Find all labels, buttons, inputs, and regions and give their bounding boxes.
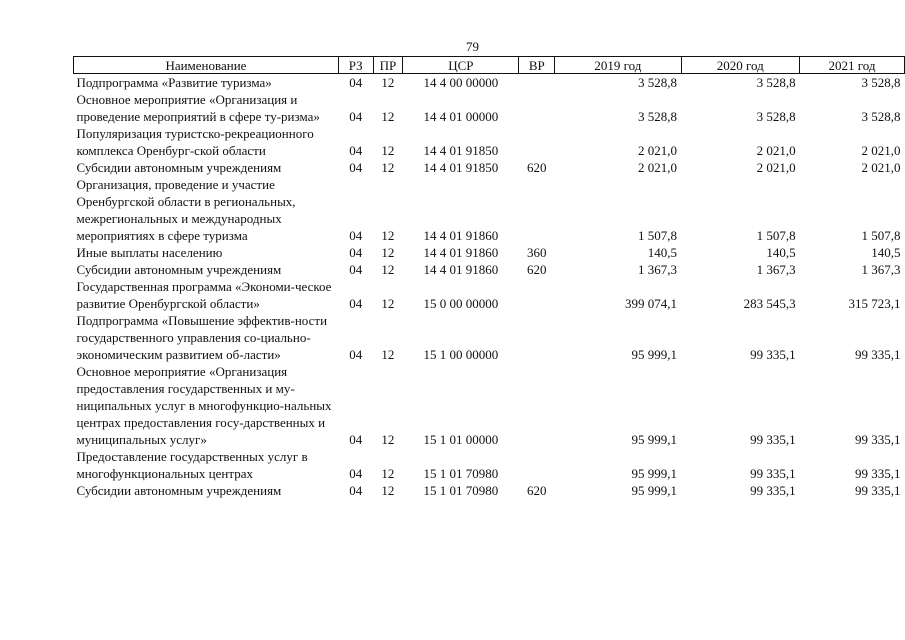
row-value-2020: 283 545,3	[743, 296, 796, 311]
row-csr: 14 4 01 91850	[423, 143, 499, 158]
row-rz: 04	[349, 347, 363, 362]
row-vr: 620	[527, 483, 547, 498]
row-value-2020: 1 367,3	[756, 262, 796, 277]
row-value-2019: 2 021,0	[638, 160, 677, 175]
row-csr: 15 1 01 00000	[423, 432, 499, 447]
row-pr: 12	[381, 75, 395, 90]
row-name: Субсидии автономным учреждениям	[76, 262, 282, 277]
row-name: Предоставление государственных услуг в многофункциональных центрах	[76, 449, 308, 481]
row-pr: 12	[381, 109, 395, 124]
row-name: Основное мероприятие «Организация предоставления государственных и му-ниципальных услуг в многофункцио-нальных центрах предоставления госу-дарственных и муниципальных услуг»	[76, 364, 332, 447]
header-2020: 2020 год	[681, 57, 800, 74]
row-vr	[519, 363, 555, 448]
row-value-2020: 3 528,8	[756, 109, 796, 124]
row-csr: 14 4 01 91860	[423, 228, 499, 243]
row-value-2021: 1 507,8	[861, 228, 901, 243]
row-value-2020: 99 335,1	[750, 432, 796, 447]
row-rz: 04	[349, 160, 363, 175]
row-value-2019: 399 074,1	[625, 296, 677, 311]
row-vr	[519, 176, 555, 244]
header-2021: 2021 год	[800, 57, 905, 74]
row-value-2021: 315 723,1	[848, 296, 901, 311]
row-vr	[519, 91, 555, 125]
row-value-2020: 99 335,1	[750, 347, 796, 362]
table-row	[74, 482, 905, 499]
header-rz: РЗ	[338, 57, 373, 74]
row-vr: 620	[527, 262, 547, 277]
row-rz: 04	[349, 228, 363, 243]
row-value-2021: 2 021,0	[861, 143, 901, 158]
row-pr: 12	[381, 466, 395, 481]
row-value-2020: 1 507,8	[756, 228, 796, 243]
row-value-2019: 95 999,1	[631, 432, 677, 447]
row-csr: 14 4 01 91860	[423, 245, 499, 260]
row-value-2021: 99 335,1	[855, 483, 901, 498]
row-csr: 15 0 00 00000	[423, 296, 499, 311]
table-row	[74, 312, 905, 363]
row-name: Основное мероприятие «Организация и проведение мероприятий в сфере ту-ризма»	[76, 92, 320, 124]
row-value-2021: 2 021,0	[861, 160, 901, 175]
row-name: Иные выплаты населению	[76, 245, 223, 260]
row-rz: 04	[349, 432, 363, 447]
row-value-2021: 99 335,1	[855, 347, 901, 362]
row-vr	[519, 448, 555, 482]
row-value-2019: 1 367,3	[638, 262, 677, 277]
row-value-2021: 99 335,1	[855, 466, 901, 481]
row-csr: 14 4 00 00000	[423, 75, 499, 90]
table-row	[74, 363, 905, 448]
table-row	[74, 125, 905, 159]
table-body	[74, 74, 905, 500]
row-rz: 04	[349, 466, 363, 481]
row-rz: 04	[349, 296, 363, 311]
header-pr: ПР	[373, 57, 403, 74]
row-value-2021: 140,5	[871, 245, 901, 260]
row-csr: 14 4 01 91860	[423, 262, 499, 277]
row-csr: 14 4 01 91850	[423, 160, 499, 175]
table-row	[74, 91, 905, 125]
row-pr: 12	[381, 245, 395, 260]
row-value-2019: 3 528,8	[638, 109, 677, 124]
row-name: Государственная программа «Экономи-ческое развитие Оренбургской области»	[76, 279, 332, 311]
row-pr: 12	[381, 296, 395, 311]
row-vr: 360	[527, 245, 547, 260]
row-name: Подпрограмма «Повышение эффектив-ности государственного управления со-циально-экономическим развитием об-ласти»	[76, 313, 328, 362]
row-rz: 04	[349, 75, 363, 90]
row-rz: 04	[349, 109, 363, 124]
row-value-2021: 3 528,8	[861, 109, 901, 124]
row-csr: 15 1 01 70980	[423, 466, 499, 481]
row-name: Субсидии автономным учреждениям	[76, 160, 282, 175]
row-value-2019: 2 021,0	[638, 143, 677, 158]
row-pr: 12	[381, 262, 395, 277]
row-rz: 04	[349, 483, 363, 498]
row-rz: 04	[349, 262, 363, 277]
row-name: Организация, проведение и участие Оренбургской области в региональных, межрегиональных и международных мероприятиях в сфере туризма	[76, 177, 296, 243]
row-csr: 15 1 01 70980	[423, 483, 499, 498]
row-csr: 15 1 00 00000	[423, 347, 499, 362]
row-value-2019: 140,5	[647, 245, 677, 260]
row-value-2019: 95 999,1	[631, 483, 677, 498]
row-value-2019: 95 999,1	[631, 466, 677, 481]
row-value-2020: 99 335,1	[750, 483, 796, 498]
row-value-2020: 140,5	[766, 245, 796, 260]
table-row	[74, 261, 905, 278]
header-csr: ЦСР	[403, 57, 519, 74]
page-number: 79	[466, 39, 479, 54]
row-vr	[519, 312, 555, 363]
row-vr: 620	[527, 160, 547, 175]
row-value-2020: 99 335,1	[750, 466, 796, 481]
row-value-2019: 3 528,8	[638, 75, 677, 90]
row-rz: 04	[349, 143, 363, 158]
row-name: Субсидии автономным учреждениям	[76, 483, 282, 498]
header-2019: 2019 год	[555, 57, 681, 74]
row-csr: 14 4 01 00000	[423, 109, 499, 124]
table-row	[74, 74, 905, 92]
table-header-row	[74, 57, 905, 74]
header-vr: ВР	[519, 57, 555, 74]
row-vr	[519, 125, 555, 159]
row-value-2020: 2 021,0	[756, 160, 796, 175]
row-name: Популяризация туристско-рекреационного комплекса Оренбург-ской области	[76, 126, 314, 158]
row-pr: 12	[381, 347, 395, 362]
budget-table	[73, 56, 905, 499]
table-row	[74, 159, 905, 176]
row-value-2021: 99 335,1	[855, 432, 901, 447]
row-pr: 12	[381, 143, 395, 158]
header-name: Наименование	[74, 57, 339, 74]
row-pr: 12	[381, 228, 395, 243]
row-pr: 12	[381, 432, 395, 447]
row-vr	[519, 74, 555, 92]
row-value-2021: 1 367,3	[861, 262, 901, 277]
row-pr: 12	[381, 483, 395, 498]
row-value-2021: 3 528,8	[861, 75, 901, 90]
table-row	[74, 176, 905, 244]
row-value-2019: 1 507,8	[638, 228, 677, 243]
row-value-2020: 3 528,8	[756, 75, 796, 90]
row-pr: 12	[381, 160, 395, 175]
table-row	[74, 244, 905, 261]
table-row	[74, 448, 905, 482]
row-rz: 04	[349, 245, 363, 260]
row-value-2019: 95 999,1	[631, 347, 677, 362]
table-row	[74, 278, 905, 312]
row-value-2020: 2 021,0	[756, 143, 796, 158]
row-name: Подпрограмма «Развитие туризма»	[76, 75, 272, 90]
row-vr	[519, 278, 555, 312]
